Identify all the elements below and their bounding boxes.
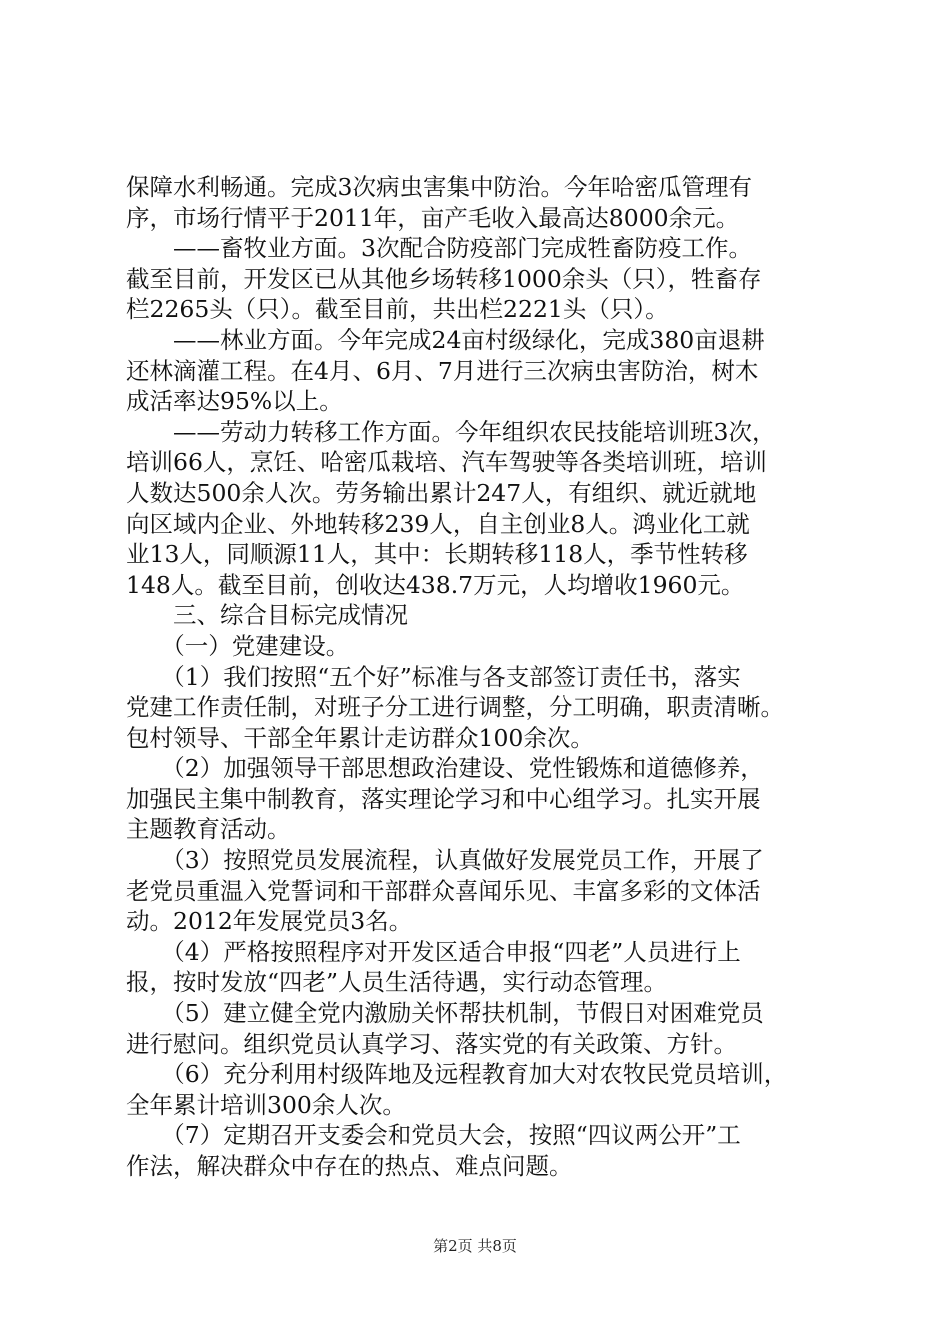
text-line: （4）严格按照程序对开发区适合申报“四老”人员进行上 — [126, 937, 741, 966]
text-line: ——林业方面。今年完成24亩村级绿化，完成380亩退耕 — [126, 325, 765, 354]
text-line: （5）建立健全党内激励关怀帮扶机制，节假日对困难党员 — [126, 999, 764, 1028]
text-line: （6）充分利用村级阵地及远程教育加大对农牧民党员培训， — [126, 1060, 788, 1089]
text-line: 截至目前，开发区已从其他乡场转移1000余头（只），牲畜存 — [126, 264, 762, 293]
text-line: （1）我们按照“五个好”标准与各支部签订责任书，落实 — [126, 662, 741, 691]
text-line: 包村领导、干部全年累计走访群众100余次。 — [126, 723, 594, 752]
text-line: 加强民主集中制教育，落实理论学习和中心组学习。扎实开展 — [126, 784, 761, 813]
text-line: 报，按时发放“四老”人员生活待遇，实行动态管理。 — [126, 968, 668, 997]
text-line: 动。2012年发展党员3名。 — [126, 907, 413, 936]
text-line: ——劳动力转移工作方面。今年组织农民技能培训班3次， — [126, 417, 776, 446]
text-line: 148人。截至目前，创收达438.7万元，人均增收1960元。 — [126, 570, 745, 599]
section-heading: 三、综合目标完成情况 — [126, 601, 408, 630]
text-line: ——畜牧业方面。3次配合防疫部门完成牲畜防疫工作。 — [126, 234, 752, 263]
text-line: 老党员重温入党誓词和干部群众喜闻乐见、丰富多彩的文体活 — [126, 876, 761, 905]
document-body — [126, 172, 838, 1182]
page-number-footer: 第2页 共8页 — [433, 1237, 517, 1255]
text-line: 栏2265头（只）。截至目前，共出栏2221头（只）。 — [126, 295, 669, 324]
text-line: 还林滴灌工程。在4月、6月、7月进行三次病虫害防治，树木 — [126, 356, 759, 385]
text-line: 向区域内企业、外地转移239人，自主创业8人。鸿业化工就 — [126, 509, 750, 538]
text-line: （3）按照党员发展流程，认真做好发展党员工作，开展了 — [126, 846, 764, 875]
text-line: 人数达500余人次。劳务输出累计247人，有组织、就近就地 — [126, 478, 757, 507]
text-line: 作法，解决群众中存在的热点、难点问题。 — [126, 1152, 573, 1180]
text-line: 成活率达95%以上。 — [126, 387, 343, 416]
text-line: 培训66人，烹饪、哈密瓜栽培、汽车驾驶等各类培训班，培训 — [126, 448, 767, 477]
text-line: （2）加强领导干部思想政治建设、党性锻炼和道德修养， — [126, 754, 764, 783]
subsection-heading: （一）党建建设。 — [126, 631, 350, 660]
text-line: 进行慰问。组织党员认真学习、落实党的有关政策、方针。 — [126, 1029, 737, 1058]
text-line: 序，市场行情平于2011年，亩产毛收入最高达8000余元。 — [126, 203, 740, 232]
text-line: 主题教育活动。 — [126, 815, 291, 844]
text-line: 保障水利畅通。完成3次病虫害集中防治。今年哈密瓜管理有 — [126, 173, 752, 201]
text-line: （7）定期召开支委会和党员大会，按照“四议两公开”工 — [126, 1121, 741, 1150]
text-line: 业13人，同顺源11人，其中：长期转移118人，季节性转移 — [126, 540, 748, 569]
text-line: 党建工作责任制，对班子分工进行调整，分工明确，职责清晰。 — [126, 693, 784, 722]
text-line: 全年累计培训300余人次。 — [126, 1090, 406, 1119]
